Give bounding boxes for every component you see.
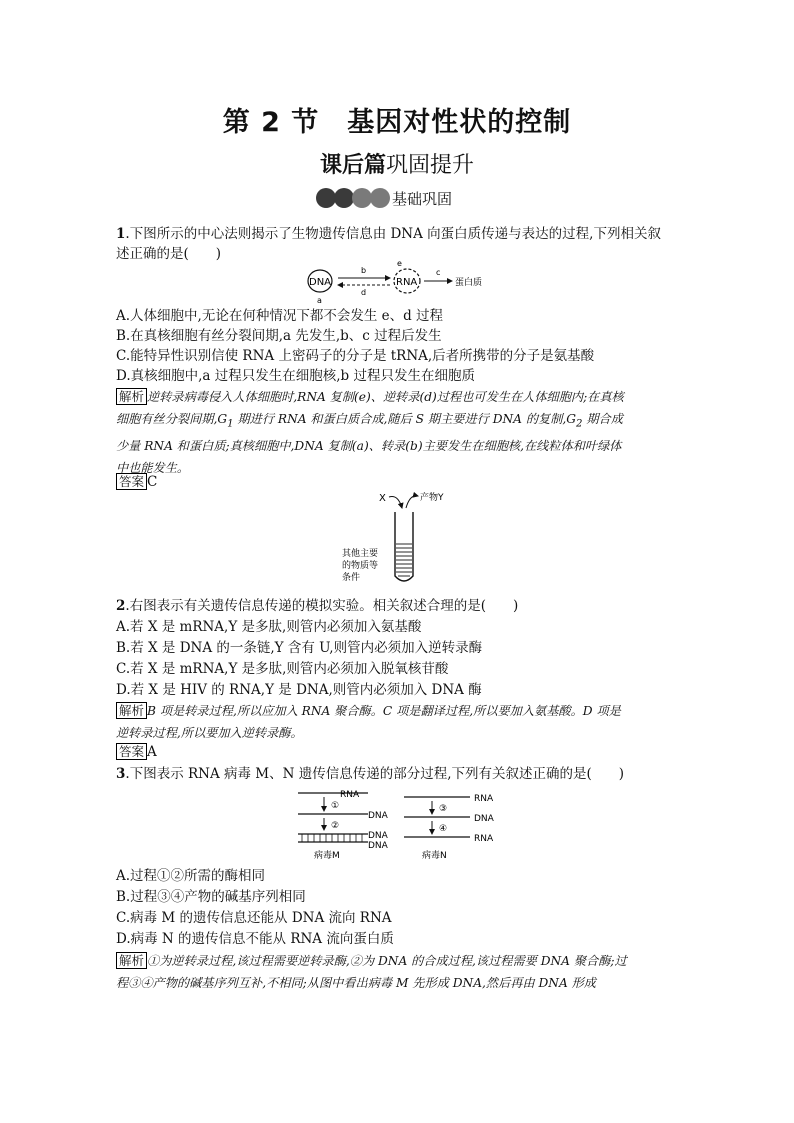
test-tube — [395, 512, 413, 581]
q2-answer-value: A — [147, 744, 157, 760]
answer-tag: 答案 — [116, 473, 147, 490]
m-label-dna-2: DNA — [368, 831, 388, 841]
answer-tag: 答案 — [116, 743, 147, 760]
m-label-rna: RNA — [340, 790, 360, 800]
q2-option-a: A.若 X 是 mRNA,Y 是多肽,则管内必须加入氨基酸 — [116, 619, 422, 635]
central-dogma-diagram — [300, 260, 500, 306]
fig-label-a: a — [317, 296, 322, 305]
q1-analysis-line4: 中也能发生。 — [116, 461, 190, 476]
step2-label: ② — [331, 821, 340, 831]
q1-option-b: B.在真核细胞有丝分裂间期,a 先发生,b、c 过程后发生 — [116, 328, 442, 344]
step1-label: ① — [331, 801, 340, 811]
fig-condition-line2: 的物质等 — [342, 561, 379, 571]
q3-stem — [116, 764, 624, 784]
fig-rna-label: RNA — [396, 277, 418, 288]
section-dot-icon — [352, 188, 372, 208]
fig-x-label: X — [379, 493, 386, 504]
q1-analysis — [116, 386, 682, 479]
q3-analysis-line2: 程③④产物的碱基序列互补,不相同;从图中看出病毒 M 先形成 DNA,然后再由 DNA 形成 — [116, 976, 596, 990]
virus-process-diagram — [294, 786, 514, 862]
section-label: 基础巩固 — [392, 189, 453, 208]
q3-option-a: A.过程①②所需的酶相同 — [116, 868, 266, 884]
m-label-dna-3: DNA — [368, 841, 388, 851]
page-title: 第 2 节 基因对性状的控制 — [222, 107, 572, 138]
q2-analysis — [116, 700, 682, 744]
fig-condition-line3: 条件 — [342, 573, 361, 583]
fig-label-d: d — [361, 288, 367, 297]
fig-label-c: c — [436, 268, 441, 277]
fig-product-label: 产物Y — [420, 493, 444, 503]
q2-answer — [116, 742, 157, 762]
q2-analysis-line2: 逆转录过程,所以要加入逆转录酶。 — [116, 726, 303, 740]
test-tube-diagram — [340, 488, 470, 588]
q2-analysis-line1 — [116, 700, 682, 722]
q1-option-c: C.能特异性识别信使 RNA 上密码子的分子是 tRNA,后者所携带的分子是氨基酸 — [116, 348, 595, 364]
q1-number: 1 — [116, 226, 126, 242]
step4-label: ④ — [439, 824, 448, 834]
n-label-dna: DNA — [474, 814, 494, 824]
fig-dna-label: DNA — [309, 277, 332, 288]
section-header — [316, 186, 452, 210]
section-dot-icon — [316, 188, 336, 208]
q2-number: 2 — [116, 598, 126, 614]
q1-stem-line2: 述正确的是( ) — [116, 246, 222, 262]
q3-number: 3 — [116, 766, 126, 782]
q1-analysis-line2 — [116, 408, 682, 435]
subscript: 2 — [576, 418, 583, 430]
q1-answer — [116, 472, 157, 492]
n-label-rna-1: RNA — [474, 794, 494, 804]
fig-label-b: b — [361, 266, 367, 275]
analysis-tag: 解析 — [116, 388, 147, 405]
fig-label-e: e — [397, 260, 402, 268]
q2-stem — [116, 596, 518, 616]
step3-label: ③ — [439, 804, 448, 814]
output-arrow — [406, 496, 418, 508]
q3-analysis-text: ①为逆转录过程,该过程需要逆转录酶,②为 DNA 的合成过程,该过程需要 DNA 聚合酶;过 — [147, 954, 627, 968]
section-dot-icon — [334, 188, 354, 208]
m-base-pairs — [302, 834, 362, 842]
m-label-dna-1: DNA — [368, 811, 388, 821]
q2-analysis-text: B 项是转录过程,所以应加入 RNA 聚合酶。C 项是翻译过程,所以要加入氨基酸。D 项是 — [147, 704, 621, 718]
q1-answer-value: C — [147, 474, 158, 490]
q1-analysis-text: 期合成 — [582, 412, 623, 426]
virus-n-label: 病毒N — [422, 851, 447, 861]
q1-analysis-text: 期进行 RNA 和蛋白质合成,随后 S 期主要进行 DNA 的复制,G — [233, 412, 576, 426]
q1-stem-line1 — [116, 224, 661, 244]
subtitle-bold: 课后篇 — [319, 153, 386, 178]
q1-analysis-line1 — [116, 386, 682, 408]
q1-analysis-text: 细胞有丝分裂间期,G — [116, 412, 228, 426]
q3-option-c: C.病毒 M 的遗传信息还能从 DNA 流向 RNA — [116, 910, 392, 926]
q1-option-a: A.人体细胞中,无论在何种情况下都不会发生 e、d 过程 — [116, 308, 444, 324]
q1-option-d: D.真核细胞中,a 过程只发生在细胞核,b 过程只发生在细胞质 — [116, 368, 475, 384]
section-dot-icon — [370, 188, 390, 208]
q3-option-b: B.过程③④产物的碱基序列相同 — [116, 889, 306, 905]
q2-stem-text: .右图表示有关遗传信息传递的模拟实验。相关叙述合理的是( ) — [125, 598, 519, 614]
q1-stem-text: .下图所示的中心法则揭示了生物遗传信息由 DNA 向蛋白质传递与表达的过程,下列相关叙 — [125, 226, 661, 242]
analysis-tag: 解析 — [116, 702, 147, 719]
tube-liquid — [396, 544, 412, 576]
q2-option-c: C.若 X 是 mRNA,Y 是多肽,则管内必须加入脱氧核苷酸 — [116, 661, 449, 677]
n-label-rna-2: RNA — [474, 834, 494, 844]
q2-option-b: B.若 X 是 DNA 的一条链,Y 含有 U,则管内必须加入逆转录酶 — [116, 640, 483, 656]
fig-condition-line1: 其他主要 — [342, 549, 379, 559]
subtitle-rest: 巩固提升 — [386, 153, 475, 178]
analysis-tag: 解析 — [116, 952, 147, 969]
q1-analysis-text: 逆转录病毒侵入人体细胞时,RNA 复制(e)、逆转录(d)过程也可发生在人体细胞内;在真核 — [147, 390, 624, 404]
page-subtitle — [0, 148, 794, 179]
q3-analysis — [116, 950, 682, 994]
q2-option-d: D.若 X 是 HIV 的 RNA,Y 是 DNA,则管内必须加入 DNA 酶 — [116, 682, 482, 698]
input-arrow — [389, 496, 402, 508]
virus-m-label: 病毒M — [314, 851, 340, 861]
q3-option-d: D.病毒 N 的遗传信息不能从 RNA 流向蛋白质 — [116, 931, 394, 947]
q3-stem-text: .下图表示 RNA 病毒 M、N 遗传信息传递的部分过程,下列有关叙述正确的是( ) — [125, 766, 625, 782]
q3-analysis-line1 — [116, 950, 682, 972]
q1-analysis-line3: 少量 RNA 和蛋白质;真核细胞中,DNA 复制(a)、转录(b)主要发生在细胞核,在线粒体和叶绿体 — [116, 439, 622, 454]
fig-protein-label: 蛋白质 — [455, 278, 483, 288]
subscript: 1 — [227, 418, 234, 430]
